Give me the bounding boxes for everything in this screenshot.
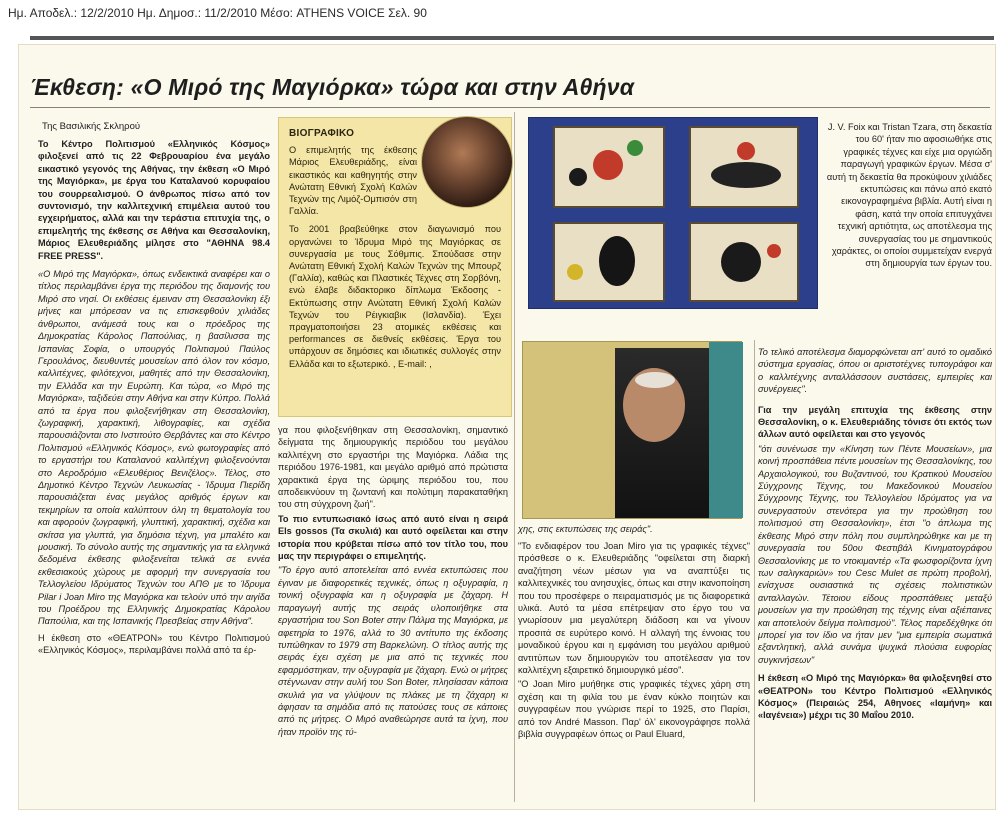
- header-rule: [30, 36, 994, 40]
- portrait-caption: χης, στις εκτυπώσεις της σειράς".: [518, 524, 653, 534]
- column-4-body: J. V. Foix και Tristan Tzara, στη δεκαετία του 60' ήταν πιο αφοσιωθήκε στις γραφικές τέχνες και είχε μια οργιώδη παραγωγή γραφικών έργων. Μέσα σ' αυτή τη δεκαετία θα προκύψουν χιλιάδες εκτυπώσεις και πάνω από εκατό εικονογραφημένα βιβλία. Αυτή είναι η φάση, κατά την οποία επιτυγχάνει τεχνική αρτιότητα, ως αποτέλεσμα της συνεργασίας του με σημαντικούς χαράκτες, οι οποίοι συμμετείχαν ενεργά στη δημιουργία των έργων του.: [826, 122, 992, 269]
- column-4: [758, 346, 992, 794]
- article-title: Έκθεση: «Ο Μιρό της Μαγιόρκα» τώρα και στην Αθήνα: [30, 74, 635, 100]
- painting-2: [689, 126, 799, 208]
- miro-portrait-photo: [522, 341, 742, 519]
- gallery-photo: [528, 117, 818, 309]
- biography-intro: Ο επιμελητής της έκθεσης Μάριος Ελευθεριάδης, είναι εικαστικός και καθηγητής στην Ανώτατη Εθνική Σχολή Καλών Τεχνών της Λιμόζ-Ομπισόν στη Γαλλία.: [289, 145, 417, 217]
- article-byline: Της Βασιλικής Σκληρού: [42, 121, 141, 132]
- painting-3: [553, 222, 665, 302]
- column-1-end: Η έκθεση στο «ΘΕΑΤΡΟΝ» του Κέντρο Πολιτισμού «Ελληνικός Κόσμος», περιλαμβάνει πολλά από τα έρ-: [38, 632, 270, 656]
- column-4-body-2: "ότι συνένωσε την «Κίνηση των Πέντε Μουσείων», μια κοινή προσπάθεια πέντε μουσείων της Θεσσαλονίκης, του Αρχαιολογικού, του Βυζαντινού, του Κρατικού Μουσείου Σύγχρονης Τέχνης, του Μακεδονικού Μουσείου Σύγχρονης Τέχνης, του Τελλογλείου Ιδρύματος για να συνεργαστούν στενότερα για την προώθηση του πολιτισμού στη Θεσσαλονίκη», έτσι "ο άπλωμα της έκθεσης Μιρό στην πόλη που συμπληρώθηκε και με τη συνεργασία του 50ου Φεστιβάλ Κινηματογράφου Θεσσαλονίκης με το ντοκιμαντέρ «Τα φωσφορίζοντα ίχνη των σαλιγκαριών» του Cesc Mulet σε πρώτη προβολή, ενίσχυσε ουσιαστικά τις σχέσεις πολιτιστικών ανταλλαγών. Τέτοιου είδους προσπάθειες μεταξύ μουσείων για την προώθηση της τέχνης είναι αξιέπαινες και αποτελούν δείγμα πολιτισμού". Τέλος παρεδέχθηκε ότι μπορεί για τον ίδιο να ήταν μεν "μια εμπειρία σωματικά εξαντλητική, αλλά συνάμα ψυχικά πλούσια ευφορίας συγκινήσεων": [758, 443, 992, 665]
- column-4-highlight: Για την μεγάλη επιτυχία της έκθεσης στην Θεσσαλονίκη, ο κ. Ελευθεριάδης τόνισε ότι εκτός των άλλων αυτό οφείλεται και στο γεγονός: [758, 404, 992, 440]
- biography-heading: ΒΙΟΓΡΑΦΙΚΟ: [289, 128, 355, 139]
- painting-4: [689, 222, 799, 302]
- title-divider: [30, 107, 990, 108]
- column-1-body: «Ο Μιρό της Μαγιόρκα», όπως ενδεικτικά αναφέρει και ο τίτλος περιλαμβάνει έργα της περιόδου της διαμονής του Μιρό στο νησί. Οι εκθέσεις έμειναν στη Θεσσαλονίκη έξι μήνες και μπόρεσαν να τις επισκεφθούν χιλιάδες άνθρωποι, ανάμεσά τους και ο πρόεδρος της Δημοκρατίας Κάρολος Παπούλιας, η βασίλισσα της Ισπανίας Σοφία, ο υπουργός Πολιτισμού Παύλος Γερουλάνος, διευθυντές μουσείων από όλον τον κόσμο, καλλιτέχνες, φιλότεχνοι, μαθητές από την Θεσσαλονίκη, την Ελλάδα και την Ευρώπη. Και τώρα, «ο Μιρό της Μαγιόρκα», ταξιδεύει στην Αθήνα και στην Κύπρο. Πολλά από τα έργα που φιλοξενήθηκαν στη Θεσσαλονίκη, ζωγραφική, χαρακτική, λιθογραφίες, και σχέδια παρουσιάζονται στο Ινστιτούτο Θερβάντες και στο Κέντρο Πολιτισμού «Ελληνικός Κόσμος», ενώ φωτογραφίες από το εργαστήρι του Καταλανού καλλιτέχνη φιλοξενούνται στο Αεροδρόμιο «Ελευθέριος Βενιζέλος». Τέλος, στο Δημοτικό Κέντρο Τεχνών Λευκωσίας - Ίδρυμα Πιερίδη παρουσιάζεται ένας μεγάλος αριθμός έργων και τεκμηρίων τα οποία καλύπτουν όλη τη θεματολογία του και αφορούν ζωγραφική, γλυπτική, χαρακτική, σχέδια και σκίτσα για γλυπτά, για δημόσια τέχνη, για μπαλέτο και μουσική. Το σύνολο αυτής της σημαντικής για τα ελληνικά δεδομένα έκθεσης φιλοξενείται τελικά σε εννέα εκθεσιακούς χώρους με αφορμή την συνεργασία του Τελλογλείου Ιδρύματος Τεχνών του ΑΠΘ με το Ίδρυμα Pilar i Joan Miro της Μαγιόρκα και τελούν υπό την αιγίδα του Προέδρου της Ελληνικής Δημοκρατίας Κάρολου Παπούλια, και της Ισπανικής Πρεσβείας στην Αθήνα".: [38, 269, 270, 627]
- column-3: [518, 540, 750, 795]
- painting-1: [553, 126, 665, 208]
- curator-photo: [421, 116, 513, 208]
- column-1: [38, 138, 270, 788]
- column-2-highlight: Το πιο εντυπωσιακό ίσως από αυτό είναι η σειρά Els gossos (Τα σκυλιά) και αυτό οφείλεται και στην ιστορία που κρύβεται πίσω από τον τίτλο του, που μας την περιγράφει ο επιμελητής.: [278, 513, 508, 562]
- biography-body: Το 2001 βραβεύθηκε στον διαγωνισμό που οργανώνει το Ίδρυμα Μιρό της Μαγιόρκας σε συνεργασία με τους Σόθμπις. Σπούδασε στην Ανώτατη Εθνική Σχολή Καλών Τεχνών της Μπουρζ (Γαλλία), καθώς και Πλαστικές Τέχνες στη Σορβόνη, ενώ έλαβε διδακτορικο δίπλωμα Έκδοσης - Εκτύπωσης στην Ανώτατη Εθνική Σχολή Καλών Τεχνών του Ρέιγκιαβικ (Ισλανδία). Έχει πραγματοποιήσει 23 ατομικές εκθέσεις και performances σε διεθνείς εκθέσεις. Έργα του υπάρχουν σε δημόσιες και ιδιωτικές συλλογές στην Ελλάδα και το εξωτερικό. , E-mail: ,: [289, 224, 501, 369]
- column-divider: [514, 112, 515, 802]
- column-2-quote: "Το έργο αυτό αποτελείται από εννέα εκτυπώσεις που έγιναν με διαφορετικές τεχνικές, όπως η οξυγραφία, η τονική οξυγραφία και η οξυγραφία με ζάχαρη. Η παραγωγή αυτής της σειράς υλοποιήθηκε στα εργαστήρια του Son Boter στην Πάλμα της Μαγιόρκα, με αφετηρία το 1976, αλλά το 30 αντίτυπο της έκδοσης τυπώθηκαν το 1979 στη Βαρκελώνη. Ο τίτλος αυτής της σειράς έχει σχέση με μια από τις τεχνικές που εφαρμόστηκαν, την οξυγραφία με ζάχαρη. Ενώ οι μήτρες στέγνωναν στην αυλή του Son Boter, πλησίασαν κάποια σκυλιά για να γλύψουν τις πλάκες με τη ζάχαρη κι άφησαν τα σημάδια από τις πατούσες τους σε κάποιες από τις μήτρες. Ο Μιρό αναθεώρησε αυτά τα ίχνη, που ήταν προϊόν της τύ-: [278, 565, 508, 737]
- column-2: [278, 424, 508, 794]
- article-lead: Το Κέντρο Πολιτισμού «Ελληνικός Κόσμος» φιλοξενεί από τις 22 Φεβρουαρίου ένα μεγάλο εικαστικό γεγονός της Αθήνας, την έκθεση «Ο Μιρό της Μαγιόρκα», με έργα του Καταλανού κορυφαίου του σουρρεαλισμού. Ο άνθρωπος πίσω από τον συντονισμό, την καλλιτεχνική επιμέλεια αυτού του εγχειρήματος, αλλά και την τεράστια επιτυχία της, ο επιμελητής της έκθεσης σε Αθήνα και Θεσσαλονίκη, Μάριος Ελευθεριάδης μίλησε στο "ΑΘΗΝΑ 98.4 FREE PRESS".: [38, 139, 270, 261]
- column-2-body: γα που φιλοξενήθηκαν στη Θεσσαλονίκη, σημαντικό δείγματα της δημιουργικής περιόδου του μεγάλου καλλιτέχνη στο εργαστήρι της Μαγιόρκα. Λάδια της περιόδου 1976-1981, και μεγάλο αριθμό από πρώτιστα χαρακτικά έργα της ώριμης περιόδου του, που αποδεικνύουν τη ζωντανή και πολύτιμη παρακαταθήκη του στη σύγχρονη ζωή".: [278, 425, 508, 510]
- column-3-body: "Το ενδιαφέρον του Joan Miro για τις γραφικές τέχνες" πρόσθεσε ο κ. Ελευθεριάδης "οφείλεται στη διαρκή αναζήτηση νέων μέσων για να αναπτύξει τις καλλιτεχνικές του ανησυχίες, όπως και στην ικανοποίηση που του προσέφερε ο πειραματισμός με τις διαφορετικά υλικά. Αυτό τα μέσα επέτρεψαν στο έργο του να γνωρίσουν μια μεγαλύτερη διάδοση και να γίνουν προσιτά σε ευρύτερο κοινό. Η αλλαγή της έννοιας του μοναδικού έργου και η εμφάνιση του μεγάλου αριθμού αντιτύπων των δημιουργιών του αποτέλεσαν για τον καλλιτέχνη εξαιρετικό δημιουργικό μέσο".: [518, 541, 750, 676]
- exhibition-info: Η έκθεση «Ο Μιρό της Μαγιόρκα» θα φιλοξενηθεί στο «ΘΕΑΤΡΟΝ» του Κέντρο Πολιτισμού «Ελληνικός Κόσμος» (Πειραιώς 254, Αθηνοες «Ιαμήνη» και «Ιαγένεια») μέχρι τις 30 Μαΐου 2010.: [758, 673, 992, 721]
- column-4-quote: Το τελικό αποτέλεσμα διαμορφώνεται απ' αυτό το ομαδικό σύστημα εργασίας, όπου οι αριστοτέχνες τυπογράφοι και ο καλλιτέχνης ανταλλάσσουν συστάσεις, εμπειρίες και συνέργειες".: [758, 347, 992, 395]
- clipping-header: Ημ. Αποδελ.: 12/2/2010 Ημ. Δημοσ.: 11/2/2010 Μέσο: ATHENS VOICE Σελ. 90: [8, 6, 427, 20]
- column-3-body-2: "Ο Joan Miro μυήθηκε στις γραφικές τέχνες χάρη στη σχέση και τη φιλία του με έναν κύκλο ποιητών και συγγραφέων που γνώρισε περί το 1925, στο Παρίσι, από τον André Masson. Παρ' όλ' εικονογράφησε πολλά βιβλία συγγραφέων όπως οι Paul Eluard,: [518, 679, 750, 740]
- column-4-top: [826, 121, 992, 341]
- column-divider: [754, 340, 755, 802]
- biography-box: [278, 117, 512, 417]
